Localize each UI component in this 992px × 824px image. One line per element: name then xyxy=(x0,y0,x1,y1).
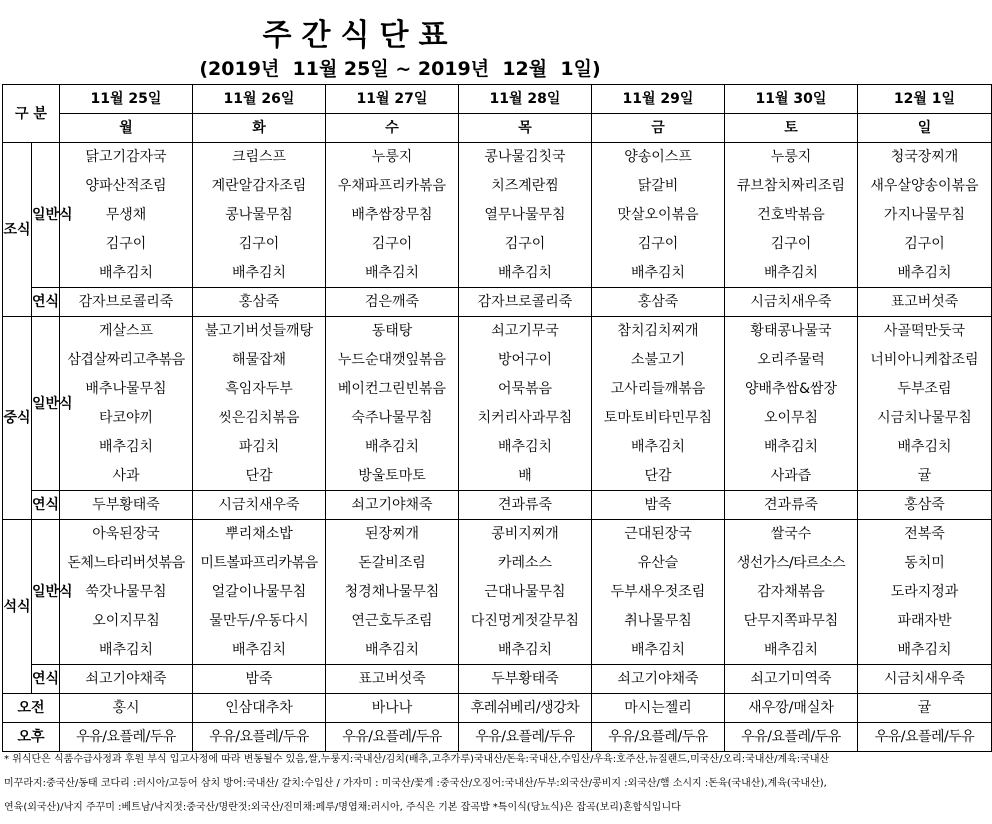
breakfast-menu-item: 크림스프 xyxy=(193,143,326,172)
afternoon-snack-item: 우유/요플레/두유 xyxy=(858,723,992,752)
lunch-menu-item: 불고기버섯들깨탕 xyxy=(193,317,326,346)
breakfast-menu-item: 배추김치 xyxy=(725,259,858,288)
lunch-porridge-item: 밤죽 xyxy=(592,491,725,520)
breakfast-porridge-item: 표고버섯죽 xyxy=(858,288,992,317)
dinner-menu-item: 다진멍게젓갈무침 xyxy=(459,607,592,636)
lunch-porridge-item: 홍삼죽 xyxy=(858,491,992,520)
breakfast-porridge-item: 감자브로콜리죽 xyxy=(459,288,592,317)
lunch-menu-item: 양배추쌈&쌈장 xyxy=(725,375,858,404)
breakfast-porridge-item: 홍삼죽 xyxy=(193,288,326,317)
breakfast-porridge-item: 검은깨죽 xyxy=(326,288,459,317)
dinner-porridge-label: 연식 xyxy=(32,665,60,694)
breakfast-porridge-label: 연식 xyxy=(32,288,60,317)
breakfast-porridge-item: 홍삼죽 xyxy=(592,288,725,317)
afternoon-snack-item: 우유/요플레/두유 xyxy=(592,723,725,752)
dinner-menu-item: 얼갈이나물무침 xyxy=(193,578,326,607)
lunch-menu-item: 토마토비타민무침 xyxy=(592,404,725,433)
breakfast-menu-item: 가지나물무침 xyxy=(858,201,992,230)
lunch-menu-item: 귤 xyxy=(858,462,992,491)
dinner-porridge-item: 쇠고기미역죽 xyxy=(725,665,858,694)
lunch-menu-item: 배추김치 xyxy=(459,433,592,462)
lunch-porridge-item: 시금치새우죽 xyxy=(193,491,326,520)
weekly-menu-table xyxy=(2,84,992,752)
breakfast-menu-item: 무생채 xyxy=(60,201,193,230)
dinner-menu-item: 된장찌개 xyxy=(326,520,459,549)
breakfast-menu-item: 열무나물무침 xyxy=(459,201,592,230)
lunch-porridge-item: 견과류죽 xyxy=(459,491,592,520)
breakfast-menu-item: 배추김치 xyxy=(858,259,992,288)
lunch-menu-item: 타코야끼 xyxy=(60,404,193,433)
breakfast-menu-item: 양송이스프 xyxy=(592,143,725,172)
morning-snack-item: 새우깡/매실차 xyxy=(725,694,858,723)
lunch-porridge-item: 두부황태죽 xyxy=(60,491,193,520)
breakfast-porridge-item: 감자브로콜리죽 xyxy=(60,288,193,317)
weekday-header: 월 xyxy=(60,114,193,143)
lunch-menu-item: 흑임자두부 xyxy=(193,375,326,404)
dinner-menu-item: 미트볼파프리카볶음 xyxy=(193,549,326,578)
lunch-menu-item: 고사리들깨볶음 xyxy=(592,375,725,404)
lunch-menu-item: 오이무침 xyxy=(725,404,858,433)
dinner-porridge-item: 두부황태죽 xyxy=(459,665,592,694)
breakfast-menu-item: 김구이 xyxy=(60,230,193,259)
lunch-menu-item: 숙주나물무침 xyxy=(326,404,459,433)
breakfast-menu-item: 배추김치 xyxy=(193,259,326,288)
lunch-menu-item: 너비아니케찹조림 xyxy=(858,346,992,375)
dinner-menu-item: 쑥갓나물무침 xyxy=(60,578,193,607)
dinner-menu-item: 돈체느타리버섯볶음 xyxy=(60,549,193,578)
dinner-menu-item: 배추김치 xyxy=(725,636,858,665)
breakfast-menu-item: 건호박볶음 xyxy=(725,201,858,230)
morning-snack-item: 후레쉬베리/생강차 xyxy=(459,694,592,723)
dinner-menu-item: 동치미 xyxy=(858,549,992,578)
dinner-label: 석식 xyxy=(3,520,32,694)
afternoon-snack-item: 우유/요플레/두유 xyxy=(725,723,858,752)
dinner-porridge-item: 쇠고기야채죽 xyxy=(592,665,725,694)
lunch-porridge-item: 견과류죽 xyxy=(725,491,858,520)
morning-snack-item: 인삼대추차 xyxy=(193,694,326,723)
breakfast-menu-item: 콩나물김칫국 xyxy=(459,143,592,172)
breakfast-general-label: 일반식 xyxy=(32,143,60,288)
weekday-header: 목 xyxy=(459,114,592,143)
dinner-porridge-item: 쇠고기야채죽 xyxy=(60,665,193,694)
lunch-menu-item: 시금치나물무침 xyxy=(858,404,992,433)
morning-snack-item: 귤 xyxy=(858,694,992,723)
dinner-general-label: 일반식 xyxy=(32,520,60,665)
dinner-menu-item: 배추김치 xyxy=(858,636,992,665)
date-header: 11월 30일 xyxy=(725,85,858,114)
afternoon-snack-label: 오후 xyxy=(3,723,60,752)
date-header: 11월 26일 xyxy=(193,85,326,114)
dinner-menu-item: 근대된장국 xyxy=(592,520,725,549)
dinner-porridge-item: 표고버섯죽 xyxy=(326,665,459,694)
weekday-header: 수 xyxy=(326,114,459,143)
lunch-menu-item: 삼겹살짜리고추볶음 xyxy=(60,346,193,375)
lunch-menu-item: 참치김치찌개 xyxy=(592,317,725,346)
lunch-menu-item: 배추김치 xyxy=(592,433,725,462)
lunch-menu-item: 베이컨그린빈볶음 xyxy=(326,375,459,404)
breakfast-menu-item: 새우살양송이볶음 xyxy=(858,172,992,201)
afternoon-snack-item: 우유/요플레/두유 xyxy=(326,723,459,752)
origin-notes xyxy=(4,748,988,820)
breakfast-menu-item: 배추김치 xyxy=(592,259,725,288)
morning-snack-label: 오전 xyxy=(3,694,60,723)
breakfast-porridge-item: 시금치새우죽 xyxy=(725,288,858,317)
lunch-menu-item: 배추김치 xyxy=(725,433,858,462)
breakfast-menu-item: 누룽지 xyxy=(326,143,459,172)
lunch-menu-item: 동태탕 xyxy=(326,317,459,346)
dinner-menu-item: 쌀국수 xyxy=(725,520,858,549)
lunch-menu-item: 단감 xyxy=(193,462,326,491)
breakfast-menu-item: 김구이 xyxy=(858,230,992,259)
dinner-menu-item: 콩비지찌개 xyxy=(459,520,592,549)
lunch-menu-item: 황태콩나물국 xyxy=(725,317,858,346)
breakfast-label: 조식 xyxy=(3,143,32,317)
dinner-porridge-item: 시금치새우죽 xyxy=(858,665,992,694)
breakfast-menu-item: 큐브참치짜리조림 xyxy=(725,172,858,201)
lunch-porridge-label: 연식 xyxy=(32,491,60,520)
dinner-menu-item: 배추김치 xyxy=(193,636,326,665)
breakfast-menu-item: 누룽지 xyxy=(725,143,858,172)
lunch-menu-item: 배추김치 xyxy=(326,433,459,462)
lunch-menu-item: 파김치 xyxy=(193,433,326,462)
lunch-menu-item: 소불고기 xyxy=(592,346,725,375)
lunch-menu-item: 배 xyxy=(459,462,592,491)
dinner-menu-item: 뿌리채소밥 xyxy=(193,520,326,549)
lunch-menu-item: 사골떡만둣국 xyxy=(858,317,992,346)
category-header: 구 분 xyxy=(3,85,60,143)
date-range: (2019년 11월 25일 ~ 2019년 12월 1일) xyxy=(199,58,601,80)
morning-snack-item: 바나나 xyxy=(326,694,459,723)
breakfast-menu-item: 배추김치 xyxy=(459,259,592,288)
breakfast-menu-item: 김구이 xyxy=(326,230,459,259)
dinner-menu-item: 감자채볶음 xyxy=(725,578,858,607)
weekday-header: 화 xyxy=(193,114,326,143)
breakfast-menu-item: 배추쌈장무침 xyxy=(326,201,459,230)
breakfast-menu-item: 김구이 xyxy=(725,230,858,259)
lunch-menu-item: 해물잡채 xyxy=(193,346,326,375)
date-header: 11월 25일 xyxy=(60,85,193,114)
lunch-label: 중식 xyxy=(3,317,32,520)
breakfast-menu-item: 배추김치 xyxy=(60,259,193,288)
dinner-menu-item: 생선가스/타르소스 xyxy=(725,549,858,578)
breakfast-menu-item: 계란알감자조림 xyxy=(193,172,326,201)
lunch-menu-item: 사과 xyxy=(60,462,193,491)
dinner-menu-item: 배추김치 xyxy=(60,636,193,665)
breakfast-menu-item: 청국장찌개 xyxy=(858,143,992,172)
dinner-menu-item: 청경채나물무침 xyxy=(326,578,459,607)
breakfast-menu-item: 양파산적조림 xyxy=(60,172,193,201)
afternoon-snack-item: 우유/요플레/두유 xyxy=(60,723,193,752)
dinner-menu-item: 연근호두조림 xyxy=(326,607,459,636)
dinner-menu-item: 돈갈비조림 xyxy=(326,549,459,578)
lunch-menu-item: 쇠고기무국 xyxy=(459,317,592,346)
breakfast-menu-item: 닭고기감자국 xyxy=(60,143,193,172)
dinner-menu-item: 근대나물무침 xyxy=(459,578,592,607)
dinner-menu-item: 배추김치 xyxy=(459,636,592,665)
breakfast-menu-item: 김구이 xyxy=(592,230,725,259)
lunch-porridge-item: 쇠고기야채죽 xyxy=(326,491,459,520)
note-line: * 위식단은 식품수급사정과 후원 부식 입고사정에 따라 변동될수 있음,쌀,누룽지:국내산/김치(배추,고추가루)국내산/돈육:국내산,수입산/우육:호주산,뉴질랜드,미국산/오리:국내산/계육:국내산 xyxy=(4,754,830,765)
dinner-menu-item: 단무지쪽파무침 xyxy=(725,607,858,636)
lunch-menu-item: 방어구이 xyxy=(459,346,592,375)
lunch-menu-item: 오리주물럭 xyxy=(725,346,858,375)
dinner-porridge-item: 밤죽 xyxy=(193,665,326,694)
lunch-menu-item: 단감 xyxy=(592,462,725,491)
date-header: 12월 1일 xyxy=(858,85,992,114)
date-header: 11월 29일 xyxy=(592,85,725,114)
dinner-menu-item: 취나물무침 xyxy=(592,607,725,636)
breakfast-menu-item: 김구이 xyxy=(193,230,326,259)
dinner-menu-item: 오이지무침 xyxy=(60,607,193,636)
dinner-menu-item: 물만두/우동다시 xyxy=(193,607,326,636)
breakfast-menu-item: 닭갈비 xyxy=(592,172,725,201)
lunch-menu-item: 배추김치 xyxy=(858,433,992,462)
breakfast-menu-item: 김구이 xyxy=(459,230,592,259)
breakfast-menu-item: 배추김치 xyxy=(326,259,459,288)
afternoon-snack-item: 우유/요플레/두유 xyxy=(459,723,592,752)
lunch-menu-item: 사과즙 xyxy=(725,462,858,491)
lunch-menu-item: 방울토마토 xyxy=(326,462,459,491)
lunch-menu-item: 누드순대깻잎볶음 xyxy=(326,346,459,375)
morning-snack-item: 홍시 xyxy=(60,694,193,723)
note-line: 미꾸라지:중국산/동태 코다리 :러시아/고등어 삼치 방어:국내산/ 갈치:수입산 / 가자미 : 미국산/꽃게 :중국산/오징어:국내산/두부:외국산/콩비지 :외국산/햄 소시지 :돈육(국내산),계육(국내산), xyxy=(4,778,827,789)
lunch-menu-item: 배추나물무침 xyxy=(60,375,193,404)
lunch-menu-item: 배추김치 xyxy=(60,433,193,462)
breakfast-menu-item: 콩나물무침 xyxy=(193,201,326,230)
dinner-menu-item: 유산슬 xyxy=(592,549,725,578)
morning-snack-item: 마시는젤리 xyxy=(592,694,725,723)
note-line: 연육(외국산)/낙지 주꾸미 :베트남/낙지젓:중국산/명란젓:외국산/진미채:페루/명엽채:러시아, 주식은 기본 잡곡밥 *특이식(당뇨식)은 잡곡(보리)혼합식입니다 xyxy=(4,802,681,813)
weekday-header: 토 xyxy=(725,114,858,143)
lunch-menu-item: 씻은김치볶음 xyxy=(193,404,326,433)
afternoon-snack-item: 우유/요플레/두유 xyxy=(193,723,326,752)
dinner-menu-item: 배추김치 xyxy=(592,636,725,665)
weekday-header: 일 xyxy=(858,114,992,143)
dinner-menu-item: 두부새우젓조림 xyxy=(592,578,725,607)
breakfast-menu-item: 맛살오이볶음 xyxy=(592,201,725,230)
weekday-header: 금 xyxy=(592,114,725,143)
lunch-menu-item: 게살스프 xyxy=(60,317,193,346)
dinner-menu-item: 파래자반 xyxy=(858,607,992,636)
dinner-menu-item: 도라지정과 xyxy=(858,578,992,607)
lunch-general-label: 일반식 xyxy=(32,317,60,491)
dinner-menu-item: 카레소스 xyxy=(459,549,592,578)
dinner-menu-item: 배추김치 xyxy=(326,636,459,665)
page-title: 주간식단표 xyxy=(262,18,458,53)
lunch-menu-item: 두부조림 xyxy=(858,375,992,404)
date-header: 11월 28일 xyxy=(459,85,592,114)
dinner-menu-item: 전복죽 xyxy=(858,520,992,549)
breakfast-menu-item: 우채파프리카볶음 xyxy=(326,172,459,201)
lunch-menu-item: 어묵볶음 xyxy=(459,375,592,404)
lunch-menu-item: 치커리사과무침 xyxy=(459,404,592,433)
breakfast-menu-item: 치즈계란찜 xyxy=(459,172,592,201)
date-header: 11월 27일 xyxy=(326,85,459,114)
dinner-menu-item: 아욱된장국 xyxy=(60,520,193,549)
